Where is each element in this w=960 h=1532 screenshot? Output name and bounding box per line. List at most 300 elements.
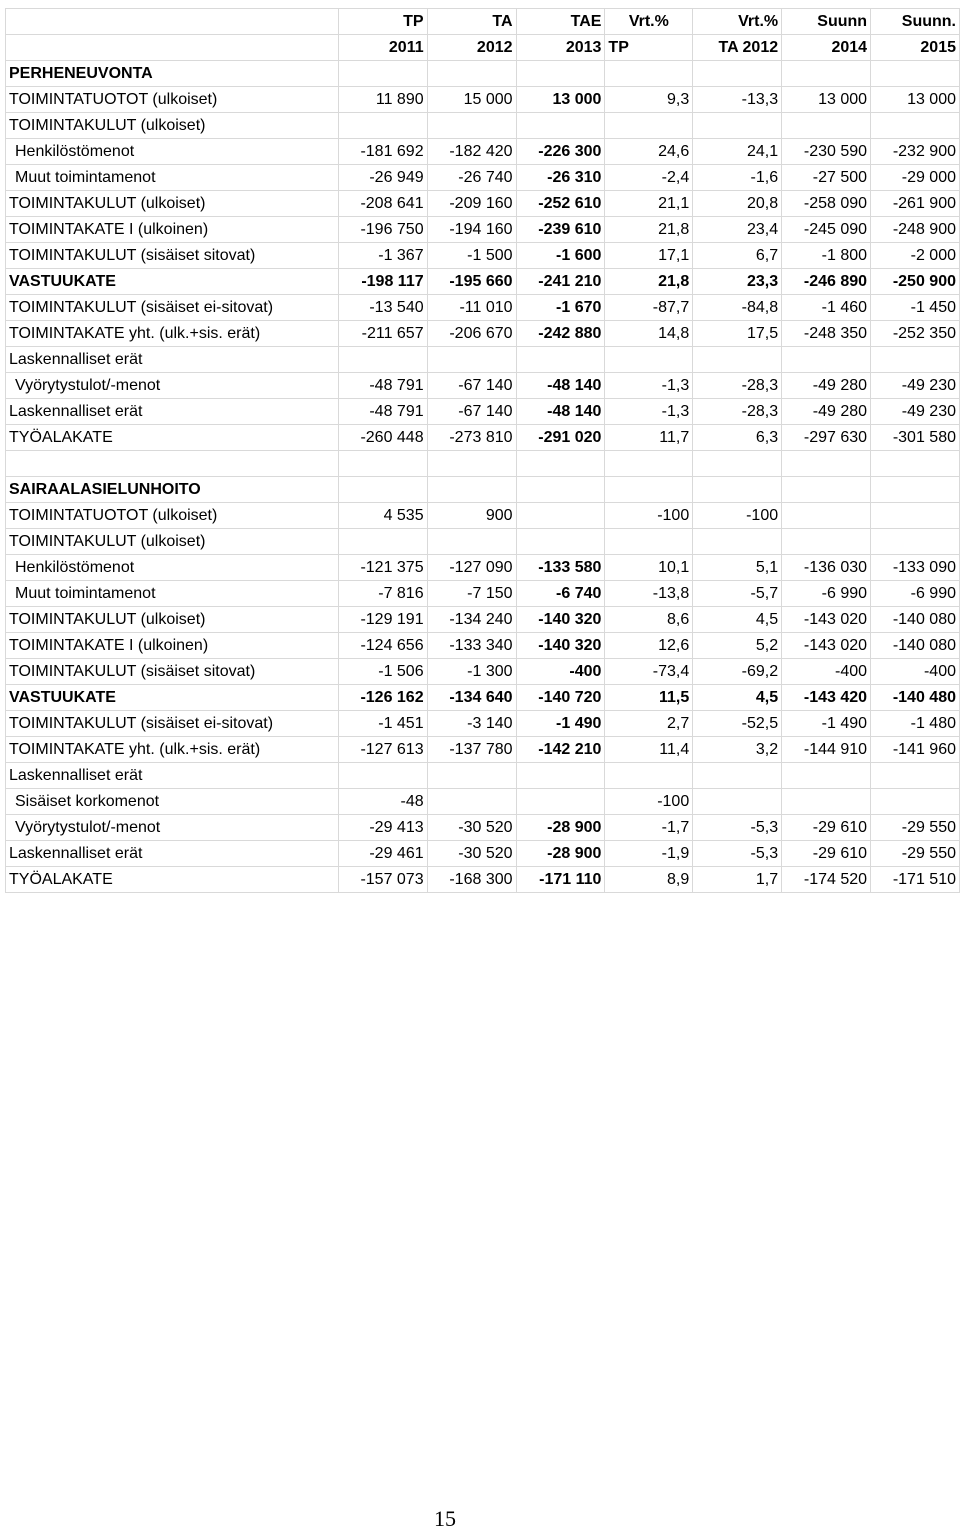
section-title: PERHENEUVONTA [6,61,339,87]
section-title-row [6,61,960,87]
row-label: Henkilöstömenot [6,555,339,581]
value-cell: -140 320 [516,607,605,633]
value-cell: -28,3 [693,373,782,399]
value-cell: 900 [427,503,516,529]
value-cell [693,113,782,139]
value-cell: -48 [338,789,427,815]
value-cell: -52,5 [693,711,782,737]
value-cell [516,789,605,815]
row-label: TOIMINTATUOTOT (ulkoiset) [6,503,339,529]
value-cell: -129 191 [338,607,427,633]
value-cell: -209 160 [427,191,516,217]
value-cell [516,763,605,789]
value-cell [605,113,693,139]
value-cell: -1 460 [782,295,871,321]
value-cell [871,789,960,815]
empty-cell [693,451,782,477]
value-cell: -26 740 [427,165,516,191]
value-cell [693,789,782,815]
value-cell: -27 500 [782,165,871,191]
table-row [6,737,960,763]
value-cell: -137 780 [427,737,516,763]
value-cell: -195 660 [427,269,516,295]
value-cell [605,347,693,373]
value-cell [427,529,516,555]
value-cell: -230 590 [782,139,871,165]
row-label: TOIMINTAKULUT (sisäiset ei-sitovat) [6,711,339,737]
value-cell: 11,5 [605,685,693,711]
value-cell: 12,6 [605,633,693,659]
empty-cell [427,61,516,87]
row-label: VASTUUKATE [6,685,339,711]
row-label: Laskennalliset erät [6,763,339,789]
value-cell [605,763,693,789]
value-cell: -29 550 [871,841,960,867]
table-row [6,191,960,217]
empty-cell [782,451,871,477]
value-cell: -226 300 [516,139,605,165]
value-cell: -245 090 [782,217,871,243]
value-cell [427,347,516,373]
table-row [6,841,960,867]
value-cell: -67 140 [427,399,516,425]
value-cell [782,763,871,789]
table-body [6,9,960,893]
table-row [6,581,960,607]
row-label: Muut toimintamenot [6,165,339,191]
value-cell [782,503,871,529]
row-label: TOIMINTAKULUT (sisäiset sitovat) [6,243,339,269]
value-cell: -260 448 [338,425,427,451]
value-cell [338,113,427,139]
value-cell: -400 [871,659,960,685]
value-cell: 24,6 [605,139,693,165]
value-cell: -171 510 [871,867,960,893]
header-cell: 2012 [427,35,516,61]
value-cell: -100 [605,789,693,815]
row-label: TOIMINTATUOTOT (ulkoiset) [6,87,339,113]
header-cell: TA 2012 [693,35,782,61]
value-cell: 2,7 [605,711,693,737]
value-cell [871,113,960,139]
value-cell: 13 000 [871,87,960,113]
empty-cell [693,477,782,503]
value-cell: -252 610 [516,191,605,217]
value-cell [782,347,871,373]
row-label: TOIMINTAKULUT (ulkoiset) [6,529,339,555]
value-cell: -48 791 [338,399,427,425]
value-cell: 15 000 [427,87,516,113]
value-cell: -7 816 [338,581,427,607]
value-cell: -121 375 [338,555,427,581]
table-row [6,217,960,243]
value-cell: 11,4 [605,737,693,763]
value-cell: -181 692 [338,139,427,165]
value-cell [427,763,516,789]
row-label: Laskennalliset erät [6,347,339,373]
value-cell: -1 490 [516,711,605,737]
value-cell: -198 117 [338,269,427,295]
value-cell: -2 000 [871,243,960,269]
table-row [6,763,960,789]
header-cell: TAE [516,9,605,35]
empty-cell [871,61,960,87]
value-cell: -252 350 [871,321,960,347]
value-cell: -143 020 [782,607,871,633]
row-label: Muut toimintamenot [6,581,339,607]
value-cell: 3,2 [693,737,782,763]
value-cell: -136 030 [782,555,871,581]
table-row [6,607,960,633]
value-cell: -144 910 [782,737,871,763]
value-cell: -13,8 [605,581,693,607]
value-cell: -13 540 [338,295,427,321]
table-row [6,529,960,555]
budget-table [5,8,960,893]
value-cell: -241 210 [516,269,605,295]
value-cell [605,529,693,555]
value-cell: -1,3 [605,373,693,399]
value-cell: -133 580 [516,555,605,581]
row-label: Vyörytystulot/-menot [6,815,339,841]
value-cell: 6,7 [693,243,782,269]
value-cell: -87,7 [605,295,693,321]
table-row [6,269,960,295]
value-cell: -297 630 [782,425,871,451]
value-cell: -194 160 [427,217,516,243]
value-cell: -49 280 [782,373,871,399]
value-cell: -140 080 [871,633,960,659]
value-cell: -134 640 [427,685,516,711]
value-cell: 13 000 [516,87,605,113]
table-row [6,347,960,373]
value-cell [871,503,960,529]
empty-cell [782,61,871,87]
table-row [6,425,960,451]
header-cell: Vrt.% [693,9,782,35]
value-cell: -143 020 [782,633,871,659]
value-cell: -301 580 [871,425,960,451]
header-cell: 2011 [338,35,427,61]
value-cell [338,763,427,789]
value-cell: -48 791 [338,373,427,399]
empty-cell [605,477,693,503]
value-cell [782,113,871,139]
value-cell: -5,3 [693,841,782,867]
value-cell: -140 080 [871,607,960,633]
value-cell: -239 610 [516,217,605,243]
value-cell: -28 900 [516,815,605,841]
row-label: TOIMINTAKULUT (ulkoiset) [6,191,339,217]
row-label: TOIMINTAKULUT (ulkoiset) [6,113,339,139]
value-cell: -2,4 [605,165,693,191]
value-cell [516,529,605,555]
value-cell: 1,7 [693,867,782,893]
value-cell [516,503,605,529]
value-cell: 21,1 [605,191,693,217]
header-cell: Suunn. [871,9,960,35]
table-row [6,321,960,347]
table-row [6,113,960,139]
spacer-row [6,451,960,477]
row-label: Vyörytystulot/-menot [6,373,339,399]
table-row [6,295,960,321]
empty-cell [605,61,693,87]
value-cell: -30 520 [427,841,516,867]
value-cell: -1 367 [338,243,427,269]
page-number: 15 [434,1506,456,1531]
row-label: TOIMINTAKULUT (sisäiset sitovat) [6,659,339,685]
empty-cell [605,451,693,477]
row-label: TOIMINTAKATE yht. (ulk.+sis. erät) [6,737,339,763]
value-cell: -28,3 [693,399,782,425]
value-cell: -134 240 [427,607,516,633]
value-cell: 5,1 [693,555,782,581]
value-cell: -182 420 [427,139,516,165]
table-row [6,555,960,581]
empty-cell [6,451,339,477]
value-cell: -143 420 [782,685,871,711]
value-cell: -69,2 [693,659,782,685]
value-cell: -140 320 [516,633,605,659]
value-cell: -1 800 [782,243,871,269]
value-cell: -13,3 [693,87,782,113]
value-cell: 9,3 [605,87,693,113]
value-cell: -291 020 [516,425,605,451]
value-cell: -1 506 [338,659,427,685]
value-cell: -242 880 [516,321,605,347]
empty-cell [427,451,516,477]
value-cell: -6 740 [516,581,605,607]
header-cell: TP [605,35,693,61]
value-cell: -400 [782,659,871,685]
value-cell: -196 750 [338,217,427,243]
value-cell: -258 090 [782,191,871,217]
value-cell: -171 110 [516,867,605,893]
value-cell: -1 451 [338,711,427,737]
value-cell: -29 610 [782,841,871,867]
value-cell: -140 720 [516,685,605,711]
table-row [6,659,960,685]
value-cell: 4 535 [338,503,427,529]
value-cell: -1 450 [871,295,960,321]
value-cell: -127 613 [338,737,427,763]
row-label: TOIMINTAKULUT (sisäiset ei-sitovat) [6,295,339,321]
empty-cell [338,477,427,503]
value-cell: -1,3 [605,399,693,425]
value-cell [871,347,960,373]
row-label: TYÖALAKATE [6,867,339,893]
value-cell: 6,3 [693,425,782,451]
value-cell: 17,5 [693,321,782,347]
value-cell: 13 000 [782,87,871,113]
value-cell: -48 140 [516,373,605,399]
row-label: VASTUUKATE [6,269,339,295]
value-cell: -248 900 [871,217,960,243]
value-cell: -49 280 [782,399,871,425]
row-label: TYÖALAKATE [6,425,339,451]
section-title-row [6,477,960,503]
value-cell: -246 890 [782,269,871,295]
value-cell: -67 140 [427,373,516,399]
value-cell: -7 150 [427,581,516,607]
row-label: TOIMINTAKATE I (ulkoinen) [6,217,339,243]
value-cell [516,113,605,139]
value-cell: 11,7 [605,425,693,451]
value-cell: -1 300 [427,659,516,685]
value-cell: 11 890 [338,87,427,113]
value-cell: -206 670 [427,321,516,347]
row-label: TOIMINTAKATE I (ulkoinen) [6,633,339,659]
empty-cell [338,61,427,87]
value-cell: -29 610 [782,815,871,841]
empty-cell [871,477,960,503]
header-cell [6,35,339,61]
value-cell: -29 461 [338,841,427,867]
value-cell: -26 949 [338,165,427,191]
value-cell: -100 [693,503,782,529]
row-label: Laskennalliset erät [6,841,339,867]
value-cell [782,789,871,815]
table-row [6,139,960,165]
value-cell: 23,3 [693,269,782,295]
value-cell: -142 210 [516,737,605,763]
value-cell: -28 900 [516,841,605,867]
value-cell: 5,2 [693,633,782,659]
empty-cell [427,477,516,503]
value-cell: -124 656 [338,633,427,659]
header-row-1 [6,9,960,35]
value-cell: -6 990 [871,581,960,607]
value-cell [427,789,516,815]
table-row [6,503,960,529]
value-cell: 21,8 [605,269,693,295]
value-cell: -1 480 [871,711,960,737]
value-cell: -140 480 [871,685,960,711]
value-cell: -5,3 [693,815,782,841]
value-cell: -157 073 [338,867,427,893]
value-cell: -6 990 [782,581,871,607]
value-cell [871,763,960,789]
value-cell: -26 310 [516,165,605,191]
value-cell: -127 090 [427,555,516,581]
value-cell: 24,1 [693,139,782,165]
value-cell: -1,6 [693,165,782,191]
value-cell: -1,7 [605,815,693,841]
empty-cell [693,61,782,87]
empty-cell [516,451,605,477]
header-cell: Suunn [782,9,871,35]
value-cell: -211 657 [338,321,427,347]
value-cell: -232 900 [871,139,960,165]
value-cell: -1 600 [516,243,605,269]
table-row [6,399,960,425]
value-cell: -49 230 [871,399,960,425]
value-cell: -1 490 [782,711,871,737]
value-cell: -133 090 [871,555,960,581]
value-cell: -1,9 [605,841,693,867]
value-cell [693,347,782,373]
value-cell: -11 010 [427,295,516,321]
value-cell: -208 641 [338,191,427,217]
section-title: SAIRAALASIELUNHOITO [6,477,339,503]
header-cell: 2014 [782,35,871,61]
row-label: TOIMINTAKATE yht. (ulk.+sis. erät) [6,321,339,347]
row-label: Laskennalliset erät [6,399,339,425]
row-label: Sisäiset korkomenot [6,789,339,815]
value-cell: -250 900 [871,269,960,295]
value-cell [782,529,871,555]
table-row [6,165,960,191]
empty-cell [782,477,871,503]
header-cell [6,9,339,35]
value-cell: -1 670 [516,295,605,321]
value-cell: 8,9 [605,867,693,893]
value-cell: -168 300 [427,867,516,893]
value-cell: -100 [605,503,693,529]
value-cell [338,347,427,373]
value-cell: -133 340 [427,633,516,659]
header-cell: 2013 [516,35,605,61]
value-cell: -5,7 [693,581,782,607]
value-cell [338,529,427,555]
value-cell [693,763,782,789]
value-cell: -400 [516,659,605,685]
header-cell: 2015 [871,35,960,61]
value-cell: 8,6 [605,607,693,633]
value-cell: 4,5 [693,685,782,711]
empty-cell [871,451,960,477]
value-cell: -49 230 [871,373,960,399]
value-cell: 14,8 [605,321,693,347]
value-cell: -48 140 [516,399,605,425]
value-cell [516,347,605,373]
header-cell: TP [338,9,427,35]
row-label: TOIMINTAKULUT (ulkoiset) [6,607,339,633]
value-cell: -126 162 [338,685,427,711]
table-row [6,815,960,841]
value-cell: -273 810 [427,425,516,451]
value-cell: -1 500 [427,243,516,269]
value-cell [871,529,960,555]
value-cell: 10,1 [605,555,693,581]
value-cell: -29 000 [871,165,960,191]
value-cell: -248 350 [782,321,871,347]
empty-cell [516,477,605,503]
table-row [6,243,960,269]
header-cell: Vrt.% [605,9,693,35]
value-cell: -174 520 [782,867,871,893]
table-row [6,789,960,815]
value-cell: 21,8 [605,217,693,243]
value-cell [427,113,516,139]
table-row [6,685,960,711]
value-cell: 4,5 [693,607,782,633]
value-cell [693,529,782,555]
table-row [6,87,960,113]
value-cell: -29 550 [871,815,960,841]
value-cell: -3 140 [427,711,516,737]
empty-cell [338,451,427,477]
table-row [6,867,960,893]
table-row [6,373,960,399]
value-cell: -30 520 [427,815,516,841]
value-cell: -29 413 [338,815,427,841]
value-cell: -73,4 [605,659,693,685]
header-cell: TA [427,9,516,35]
value-cell: 20,8 [693,191,782,217]
value-cell: -141 960 [871,737,960,763]
